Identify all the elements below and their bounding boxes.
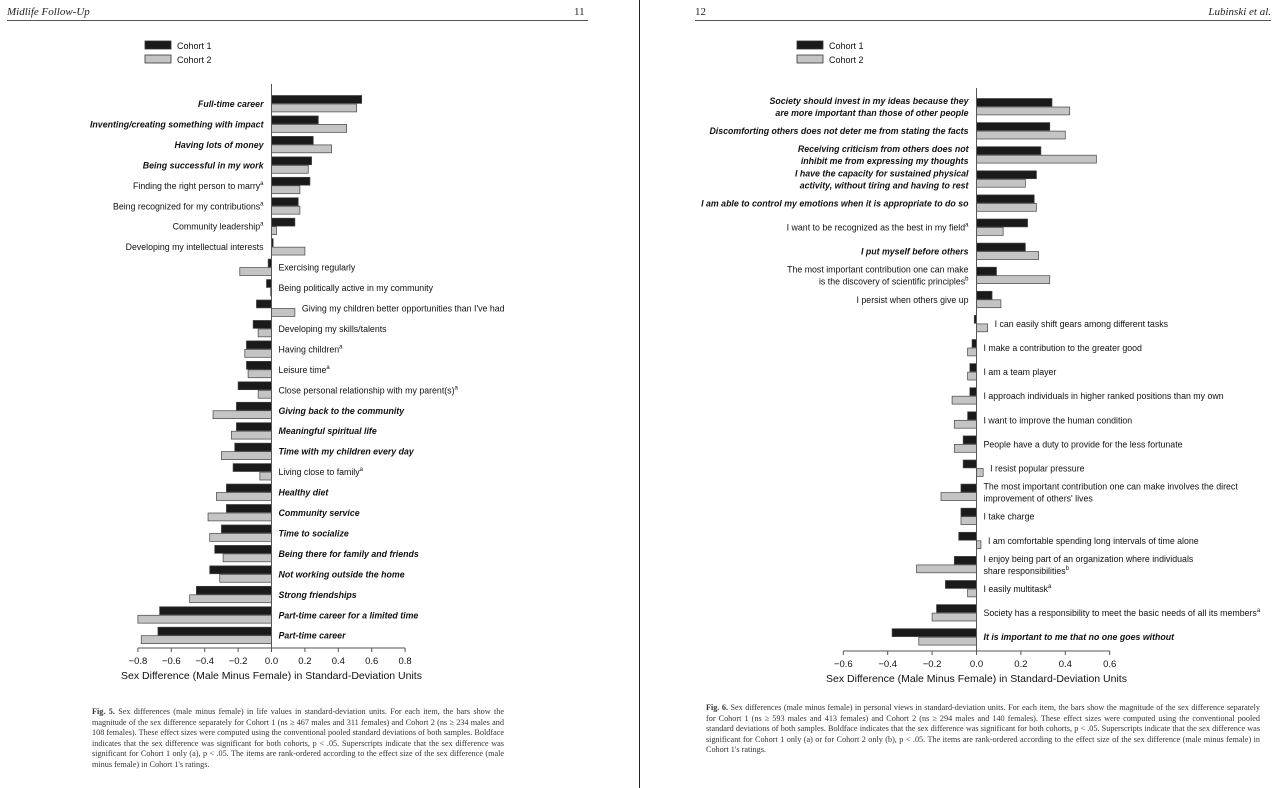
bar-cohort-2 [220, 574, 272, 582]
bar-cohort-2 [932, 613, 976, 621]
bar-cohort-2 [272, 145, 332, 153]
bar-cohort-1 [892, 629, 976, 637]
x-tick-label: −0.6 [833, 659, 853, 670]
bar-cohort-2 [216, 493, 271, 501]
bar-cohort-2 [272, 186, 300, 194]
bar-cohort-2 [968, 372, 977, 380]
bar-cohort-1 [246, 341, 271, 349]
x-tick-label: −0.8 [128, 656, 148, 667]
bar-cohort-2 [272, 206, 300, 214]
item-label-line: Being recognized for my contributions [112, 201, 261, 212]
item-label-line: I am a team player [983, 367, 1057, 378]
figure-5-caption-text: Sex differences (male minus female) in life values in standard-deviation units. For each item, the bars show the magnitude of the sex difference separately for Cohort 1 (ns ≥ 467 males and 311 females) and Cohort 2 (ns ≥ 234 males and 108 females). These effect sizes were computed using the conventional pooled standard deviations of both samples. Boldface indicates that the sex difference was significant for both cohorts, p < .05. Superscripts indicate that the sex difference was significant for Cohort 1 only (a), p < .05. The items are rank-ordered according to the effect size of the sex difference (male minus female) in Cohort 1's ratings. [92, 707, 505, 769]
bar-cohort-2 [917, 565, 977, 573]
item-label-line: Meaningful spiritual life [278, 426, 377, 437]
item-label-line: Having lots of money [174, 139, 264, 150]
bar-cohort-1 [246, 361, 271, 369]
item-label-superscript: a [326, 364, 330, 371]
item-label [279, 283, 434, 293]
item-label [798, 144, 970, 166]
item-label [175, 140, 265, 150]
figure-5-caption [92, 707, 504, 771]
item-label [279, 467, 364, 477]
bar-cohort-1 [272, 116, 319, 124]
bar-cohort-1 [963, 460, 976, 468]
item-label-line: Exercising regularly [278, 262, 356, 273]
bar-cohort-1 [959, 532, 977, 540]
item-label [701, 198, 969, 208]
running-head-right: Lubinski et al. [1208, 6, 1271, 18]
item-label [984, 632, 1176, 642]
bar-cohort-1 [961, 508, 977, 516]
item-label-line: Full-time career [197, 99, 264, 109]
item-label [279, 406, 406, 416]
item-label [279, 610, 419, 620]
bar-cohort-2 [977, 276, 1050, 284]
bar-cohort-2 [977, 131, 1066, 139]
x-tick-label: 0.4 [331, 656, 345, 667]
x-tick-label: 0.0 [264, 656, 279, 667]
item-label [984, 415, 1133, 425]
x-tick-label: −0.6 [161, 656, 181, 667]
bar-cohort-2 [260, 472, 272, 480]
bar-cohort-1 [233, 464, 271, 472]
item-label [90, 119, 265, 129]
x-tick-label: −0.2 [228, 656, 248, 667]
item-label-superscript: a [260, 180, 264, 187]
item-label-line: I have the capacity for sustained physical [794, 168, 969, 179]
item-label [279, 528, 349, 538]
page-number-left: 11 [574, 6, 585, 18]
x-tick-label: −0.4 [195, 656, 215, 667]
bar-cohort-2 [941, 493, 977, 501]
item-label-line: Leisure time [278, 364, 327, 375]
item-label-line: Society should invest in my ideas because they [769, 96, 969, 106]
item-label [984, 439, 1183, 449]
bar-cohort-2 [245, 349, 272, 357]
bar-cohort-2 [977, 179, 1026, 187]
item-label-superscript: a [1256, 608, 1261, 615]
bar-cohort-2 [272, 124, 347, 132]
item-label [279, 324, 388, 334]
item-label-superscript: a [454, 385, 458, 392]
bar-cohort-1 [268, 259, 271, 267]
bar-cohort-2 [977, 155, 1097, 163]
bar-cohort-1 [160, 607, 272, 615]
item-label [984, 512, 1035, 522]
bar-cohort-1 [977, 243, 1026, 251]
bar-cohort-2 [977, 324, 988, 332]
item-label-line: I can easily shift gears among different tasks [994, 318, 1169, 329]
legend-swatch-cohort-1 [797, 41, 823, 49]
item-label-line: activity, without tiring and having to rest [799, 180, 969, 191]
item-label-line: Being politically active in my community [278, 283, 433, 294]
bar-cohort-2 [954, 444, 976, 452]
item-label [984, 584, 1053, 594]
item-label [984, 482, 1239, 504]
item-label-line: improvement of others' lives [983, 493, 1093, 504]
item-label-line: Being successful in my work [142, 160, 264, 171]
item-label [709, 126, 968, 136]
item-label [279, 569, 405, 579]
item-label-line: I persist when others give up [856, 294, 969, 305]
item-label-line: inhibit me from expressing my thoughts [800, 156, 969, 167]
bar-cohort-2 [977, 469, 984, 477]
bar-cohort-1 [235, 443, 272, 451]
item-label-line: The most important contribution one can make [787, 264, 969, 275]
bar-cohort-1 [256, 300, 271, 308]
figure-6-caption-text: Sex differences (male minus female) in personal views in standard-deviation units. For each item, the bars show the magnitude of the sex difference separately for Cohort 1 (ns ≥ 593 males and 413 females) and Cohort 2 (ns ≥ 294 males and 140 females). These effect sizes were computed using the conventional pooled standard deviations of both samples. Boldface indicates that the sex difference was significant for both cohorts, p < .05. Superscripts indicate that the sex difference was significant for Cohort 1 only (a) or for Cohort 2 only (b), p < .05. The items are rank-ordered according to the effect size of the sex difference (male minus female) in Cohort 1's ratings. [706, 703, 1261, 755]
item-label-line: Not working outside the home [278, 569, 405, 580]
bar-cohort-1 [272, 136, 314, 144]
bar-cohort-1 [236, 402, 271, 410]
item-label-line: People have a duty to provide for the less fortunate [983, 439, 1183, 450]
bar-cohort-1 [253, 320, 271, 328]
bar-cohort-1 [215, 545, 272, 553]
x-tick-label: 0.8 [398, 656, 412, 667]
bar-cohort-2 [272, 227, 277, 235]
bar-cohort-1 [970, 364, 977, 372]
item-label-line: Finding the right person to marry [133, 180, 261, 191]
bar-cohort-1 [221, 525, 271, 533]
item-label [279, 549, 419, 559]
item-label-line: Inventing/creating something with impact [89, 119, 264, 130]
item-label [279, 488, 330, 498]
bar-cohort-1 [236, 423, 271, 431]
item-label [113, 201, 264, 211]
bar-cohort-2 [968, 348, 977, 356]
item-label-line: I approach individuals in higher ranked positions than my own [983, 391, 1224, 402]
bar-cohort-2 [258, 329, 271, 337]
item-label-line: Receiving criticism from others does not [797, 144, 969, 155]
bar-cohort-2 [977, 107, 1070, 115]
item-label-superscript: a [260, 221, 264, 228]
item-label [857, 295, 969, 305]
item-label-superscript: a [965, 222, 969, 229]
item-label [787, 223, 969, 233]
bar-cohort-1 [226, 505, 271, 513]
item-label-line: Having children [278, 344, 340, 355]
item-label-line: It is important to me that no one goes without [983, 632, 1175, 643]
item-label [770, 96, 970, 118]
bar-cohort-2 [272, 247, 305, 255]
bar-cohort-1 [972, 340, 976, 348]
item-label-superscript: a [260, 201, 264, 208]
page-number-right: 12 [695, 6, 706, 18]
bar-cohort-2 [213, 411, 271, 419]
item-label [279, 344, 344, 354]
item-label-line: share responsibilities [983, 565, 1066, 576]
legend-label-cohort-1: Cohort 1 [177, 41, 212, 51]
item-label [279, 263, 356, 273]
item-label [198, 99, 264, 109]
bar-cohort-1 [210, 566, 272, 574]
legend-label-cohort-2: Cohort 2 [829, 55, 864, 65]
item-label [995, 319, 1169, 329]
item-label-line: Living close to family [278, 467, 360, 478]
item-label [990, 464, 1084, 474]
bar-cohort-1 [272, 96, 362, 104]
bar-cohort-2 [977, 203, 1037, 211]
item-label-line: I easily multitask [983, 584, 1049, 594]
item-label [143, 160, 265, 170]
item-label-line: The most important contribution one can make involves the direct [983, 481, 1238, 492]
item-label-line: Society has a responsibility to meet the basic needs of all its members [983, 608, 1257, 619]
item-label [984, 391, 1224, 401]
bar-cohort-2 [248, 370, 271, 378]
item-label-line: Time with my children every day [278, 446, 414, 457]
x-axis-title: Sex Difference (Male Minus Female) in Standard-Deviation Units [121, 670, 422, 682]
x-tick-label: 0.6 [1103, 659, 1117, 670]
item-label-line: Part-time career [278, 630, 346, 641]
item-label-superscript: b [1065, 565, 1069, 572]
bar-cohort-1 [196, 586, 271, 594]
item-label [988, 536, 1199, 546]
running-head-left: Midlife Follow-Up [7, 6, 90, 18]
item-label [133, 181, 264, 191]
item-label-line: Community service [278, 508, 360, 518]
item-label [279, 590, 357, 600]
item-label-line: I enjoy being part of an organization where individuals [983, 553, 1194, 564]
item-label [984, 608, 1261, 618]
legend-swatch-cohort-2 [145, 55, 171, 63]
bar-cohort-1 [937, 605, 977, 613]
bar-cohort-2 [221, 452, 271, 460]
item-label [787, 265, 969, 287]
bar-cohort-1 [954, 556, 976, 564]
bar-cohort-2 [208, 513, 271, 521]
bar-cohort-1 [977, 291, 993, 299]
bar-cohort-2 [968, 589, 977, 597]
bar-cohort-2 [977, 541, 981, 549]
item-label-line: Strong friendships [278, 589, 357, 600]
item-label [984, 343, 1143, 353]
bar-cohort-1 [158, 627, 272, 635]
bar-cohort-2 [977, 228, 1004, 236]
item-label [279, 365, 331, 375]
bar-cohort-2 [954, 420, 976, 428]
bar-cohort-1 [272, 177, 310, 185]
bar-cohort-2 [952, 396, 976, 404]
bar-cohort-1 [977, 195, 1035, 203]
item-label-line: I resist popular pressure [990, 463, 1085, 474]
item-label-line: Developing my intellectual interests [125, 242, 264, 253]
item-label-line: Close personal relationship with my parent(s) [278, 385, 455, 396]
item-label-superscript: a [1048, 584, 1052, 590]
x-tick-label: 0.4 [1058, 659, 1072, 670]
bar-cohort-1 [272, 157, 312, 165]
x-tick-label: 0.2 [1014, 659, 1028, 670]
bar-cohort-2 [258, 390, 271, 398]
bar-cohort-1 [968, 412, 977, 420]
x-tick-label: 0.2 [298, 656, 312, 667]
item-label-line: I take charge [983, 511, 1035, 522]
bar-cohort-1 [961, 484, 977, 492]
bar-cohort-2 [272, 165, 309, 173]
item-label [279, 447, 415, 457]
bar-cohort-2 [141, 636, 271, 644]
bar-cohort-1 [977, 267, 997, 275]
legend-swatch-cohort-2 [797, 55, 823, 63]
item-label-line: Community leadership [172, 221, 261, 232]
item-label [126, 242, 264, 252]
bar-cohort-2 [272, 309, 295, 317]
item-label [279, 631, 347, 641]
item-label-superscript: a [339, 344, 343, 351]
item-label-line: Discomforting others does not deter me from stating the facts [709, 126, 969, 137]
bar-cohort-1 [238, 382, 271, 390]
figure-6-label: Fig. 6. [706, 703, 729, 712]
bar-cohort-2 [977, 252, 1039, 260]
item-label-line: I put myself before others [860, 246, 969, 257]
bar-cohort-2 [240, 268, 272, 276]
figure-5-label: Fig. 5. [92, 707, 115, 716]
bar-cohort-2 [977, 300, 1001, 308]
item-label-line: Time to socialize [278, 528, 349, 539]
item-label-line: are more important than those of other people [775, 108, 969, 118]
bar-cohort-1 [272, 198, 299, 206]
item-label-superscript: b [965, 276, 969, 283]
item-label [173, 222, 265, 232]
item-label [984, 367, 1057, 377]
bar-cohort-2 [272, 104, 357, 112]
item-label [279, 385, 459, 395]
bar-cohort-1 [945, 581, 976, 589]
item-label [861, 247, 969, 257]
item-label-line: I make a contribution to the greater good [983, 343, 1142, 353]
bar-cohort-1 [977, 147, 1041, 155]
item-label-line: Giving my children better opportunities than I've had [301, 303, 505, 314]
item-label-line: is the discovery of scientific principles [818, 276, 966, 287]
bar-cohort-1 [977, 171, 1037, 179]
bar-cohort-1 [977, 99, 1052, 107]
bar-cohort-2 [190, 595, 272, 603]
figure-6-caption [706, 703, 1260, 756]
bar-cohort-2 [138, 615, 272, 623]
item-label-line: I am comfortable spending long intervals of time alone [987, 535, 1199, 546]
bar-cohort-2 [919, 637, 977, 645]
item-label [795, 168, 970, 190]
legend-label-cohort-1: Cohort 1 [829, 41, 864, 51]
item-label-line: Giving back to the community [278, 405, 405, 416]
bar-cohort-1 [970, 388, 977, 396]
x-axis-title: Sex Difference (Male Minus Female) in Standard-Deviation Units [826, 673, 1127, 685]
legend-swatch-cohort-1 [145, 41, 171, 49]
bar-cohort-2 [223, 554, 271, 562]
bar-cohort-1 [266, 280, 271, 288]
item-label [279, 508, 360, 518]
legend-label-cohort-2: Cohort 2 [177, 55, 212, 65]
item-label-line: I am able to control my emotions when it is appropriate to do so [701, 198, 969, 209]
item-label [302, 304, 505, 314]
item-label-superscript: a [359, 467, 364, 474]
item-label-line: Healthy diet [278, 487, 329, 498]
bar-cohort-2 [231, 431, 271, 439]
item-label-line: I want to improve the human condition [983, 415, 1133, 426]
item-label-line: Developing my skills/talents [278, 323, 387, 334]
bar-cohort-1 [977, 219, 1028, 227]
x-tick-label: 0.6 [365, 656, 379, 667]
bar-cohort-1 [226, 484, 271, 492]
bar-cohort-1 [272, 218, 295, 226]
bar-cohort-2 [961, 517, 977, 525]
item-label [984, 554, 1194, 576]
bar-cohort-1 [977, 123, 1050, 131]
bar-cohort-2 [210, 533, 272, 541]
bar-cohort-1 [963, 436, 976, 444]
item-label-line: I want to be recognized as the best in my field [786, 222, 966, 233]
item-label-line: Part-time career for a limited time [278, 610, 419, 621]
x-tick-label: −0.4 [878, 659, 898, 670]
item-label [279, 426, 377, 436]
x-tick-label: 0.0 [969, 659, 984, 670]
item-label-line: Being there for family and friends [278, 548, 419, 559]
x-tick-label: −0.2 [922, 659, 942, 670]
